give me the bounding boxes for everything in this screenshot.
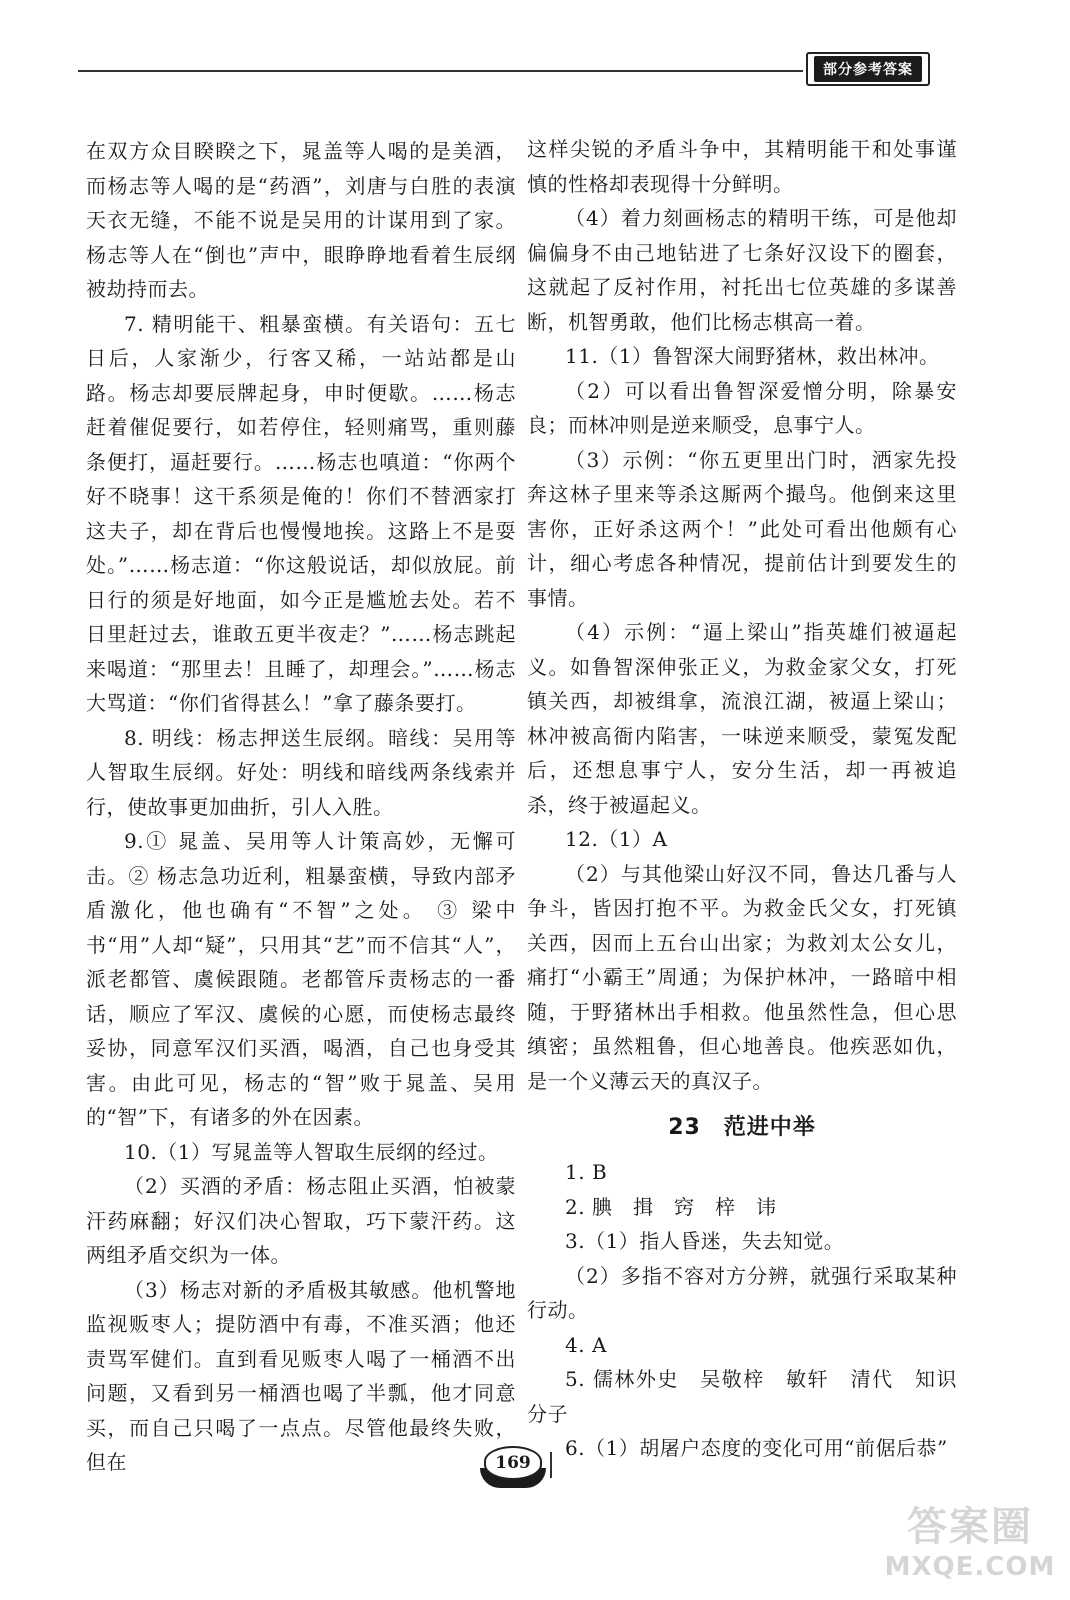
- header-rule: [78, 70, 803, 72]
- answer-item: 5. 儒林外史 吴敬梓 敏轩 清代 知识分子: [527, 1367, 957, 1426]
- section-header-tag: [806, 52, 930, 86]
- paragraph: 在双方众目睽睽之下，晁盖等人喝的是美酒，而杨志等人喝的是“药酒”，刘唐与白胜的表演天衣无缝，不能不说是吴用的计谋用到了家。杨志等人在“倒也”声中，眼睁睁地看着生辰纲被劫持而去。: [86, 139, 516, 301]
- paragraph: 8. 明线：杨志押送生辰纲。暗线：吴用等人智取生辰纲。好处：明线和暗线两条线索并行，使故事更加曲折，引人入胜。: [86, 725, 516, 819]
- paragraph: （2）买酒的矛盾：杨志阻止买酒，怕被蒙汗药麻翻；好汉们决心智取，巧下蒙汗药。这两组矛盾交织为一体。: [86, 1174, 516, 1267]
- paragraph: 12.（1）A: [565, 827, 668, 851]
- paragraph: 7. 精明能干、粗暴蛮横。有关语句：五七日后，人家渐少，行客又稀，一站站都是山路。杨志却要辰牌起身，申时便歇。……杨志赶着催促要行，如若停住，轻则痛骂，重则藤条便打，逼赶要行。……杨志也嗔道：“你两个好不晓事！这干系须是俺的！你们不替洒家打这夫子，却在背后也慢慢地挨。这路上不是耍处。”……杨志道：“你这般说话，却似放屁。前日行的须是好地面，如今正是尴尬去处。若不日里赶过去，谁敢五更半夜走？”……杨志跳起来喝道：“那里去！且睡了，却理会。”……杨志大骂道：“你们省得甚么！”拿了藤条要打。: [86, 311, 516, 715]
- watermark-sub: MXQE.COM: [884, 1551, 1056, 1582]
- page-number-emblem: [474, 1442, 564, 1498]
- paragraph: （4）着力刻画杨志的精明干练，可是他却偏偏身不由己地钻进了七条好汉设下的圈套，这就起了反衬作用，衬托出七位英雄的多谋善断，机智勇敢，他们比杨志棋高一着。: [527, 206, 957, 334]
- watermark-logo: [880, 1488, 1060, 1588]
- answer-item: 4. A: [565, 1332, 607, 1357]
- page-number-tick: [550, 1452, 552, 1478]
- paragraph: 9.① 晁盖、吴用等人计策高妙，无懈可击。② 杨志急功近利，粗暴蛮横，导致内部矛盾激化，他也确有“不智”之处。 ③ 梁中书“用”人却“疑”，只用其“艺”而不信其“人”，派老都管、虞候跟随。老都管斥责杨志的一番话，顺应了军汉、虞候的心愿，而使杨志最终妥协，同意军汉们买酒，喝酒，自己也身受其害。由此可见，杨志的“智”败于晁盖、吴用的“智”下，有诸多的外在因素。: [86, 829, 516, 1129]
- paragraph: 11.（1）鲁智深大闹野猪林，救出林冲。: [565, 344, 940, 368]
- answer-item: 3.（1）指人昏迷，失去知觉。: [565, 1229, 845, 1253]
- paragraph: 这样尖锐的矛盾斗争中，其精明能干和处事谨慎的性格却表现得十分鲜明。: [527, 137, 957, 196]
- watermark-main: 答案圈: [907, 1503, 1033, 1550]
- paragraph: （3）示例：“你五更里出门时，洒家先投奔这林子里来等杀这厮两个撮鸟。他倒来这里害你，正好杀这两个！”此处可看出他颇有心计，细心考虑各种情况，提前估计到要发生的事情。: [527, 447, 957, 610]
- page-number: 169: [484, 1446, 542, 1480]
- answer-item: 2. 腆 揖 窍 梓 讳: [565, 1194, 777, 1219]
- paragraph: （2）与其他梁山好汉不同，鲁达几番与人争斗，皆因打抱不平。为救金氏父女，打死镇关西，因而上五台山出家；为救刘太公女儿，痛打“小霸王”周通；为保护林冲，一路暗中相随，于野猪林出手相救。他虽然性急，但心思缜密；虽然粗鲁，但心地善良。他疾恶如仇，是一个义薄云天的真汉子。: [527, 861, 957, 1093]
- answer-item: 1. B: [565, 1160, 608, 1184]
- header-tag-label: 部分参考答案: [814, 56, 922, 82]
- paragraph: （2）可以看出鲁智深爱憎分明，除暴安良；而林冲则是逆来顺受，息事宁人。: [527, 378, 957, 437]
- paragraph: （4）示例：“逼上梁山”指英雄们被逼起义。如鲁智深伸张正义，为救金家父女，打死镇关西，却被缉拿，流浪江湖，被逼上梁山；林冲被高衙内陷害，一味逆来顺受，蒙冤发配后，还想息事宁人，安分生活，却一再被追杀，终于被逼起义。: [527, 620, 957, 817]
- right-column: [527, 132, 957, 1466]
- paragraph: （3）杨志对新的矛盾极其敏感。他机警地监视贩枣人；提防酒中有毒，不准买酒；他还责骂军健们。直到看见贩枣人喝了一桶酒不出问题，又看到另一桶酒也喝了半瓢，他才同意买，而自己只喝了一点点。尽管他最终失败，但在: [86, 1277, 516, 1474]
- left-column: [86, 134, 516, 1480]
- answer-item: 6.（1）胡屠户态度的变化可用“前倨后恭”: [565, 1436, 948, 1460]
- answer-item: （2）多指不容对方分辨，就强行采取某种行动。: [527, 1263, 957, 1322]
- section-title: 23 范进中举: [668, 1115, 816, 1140]
- paragraph: 10.（1）写晁盖等人智取生辰纲的经过。: [124, 1139, 499, 1164]
